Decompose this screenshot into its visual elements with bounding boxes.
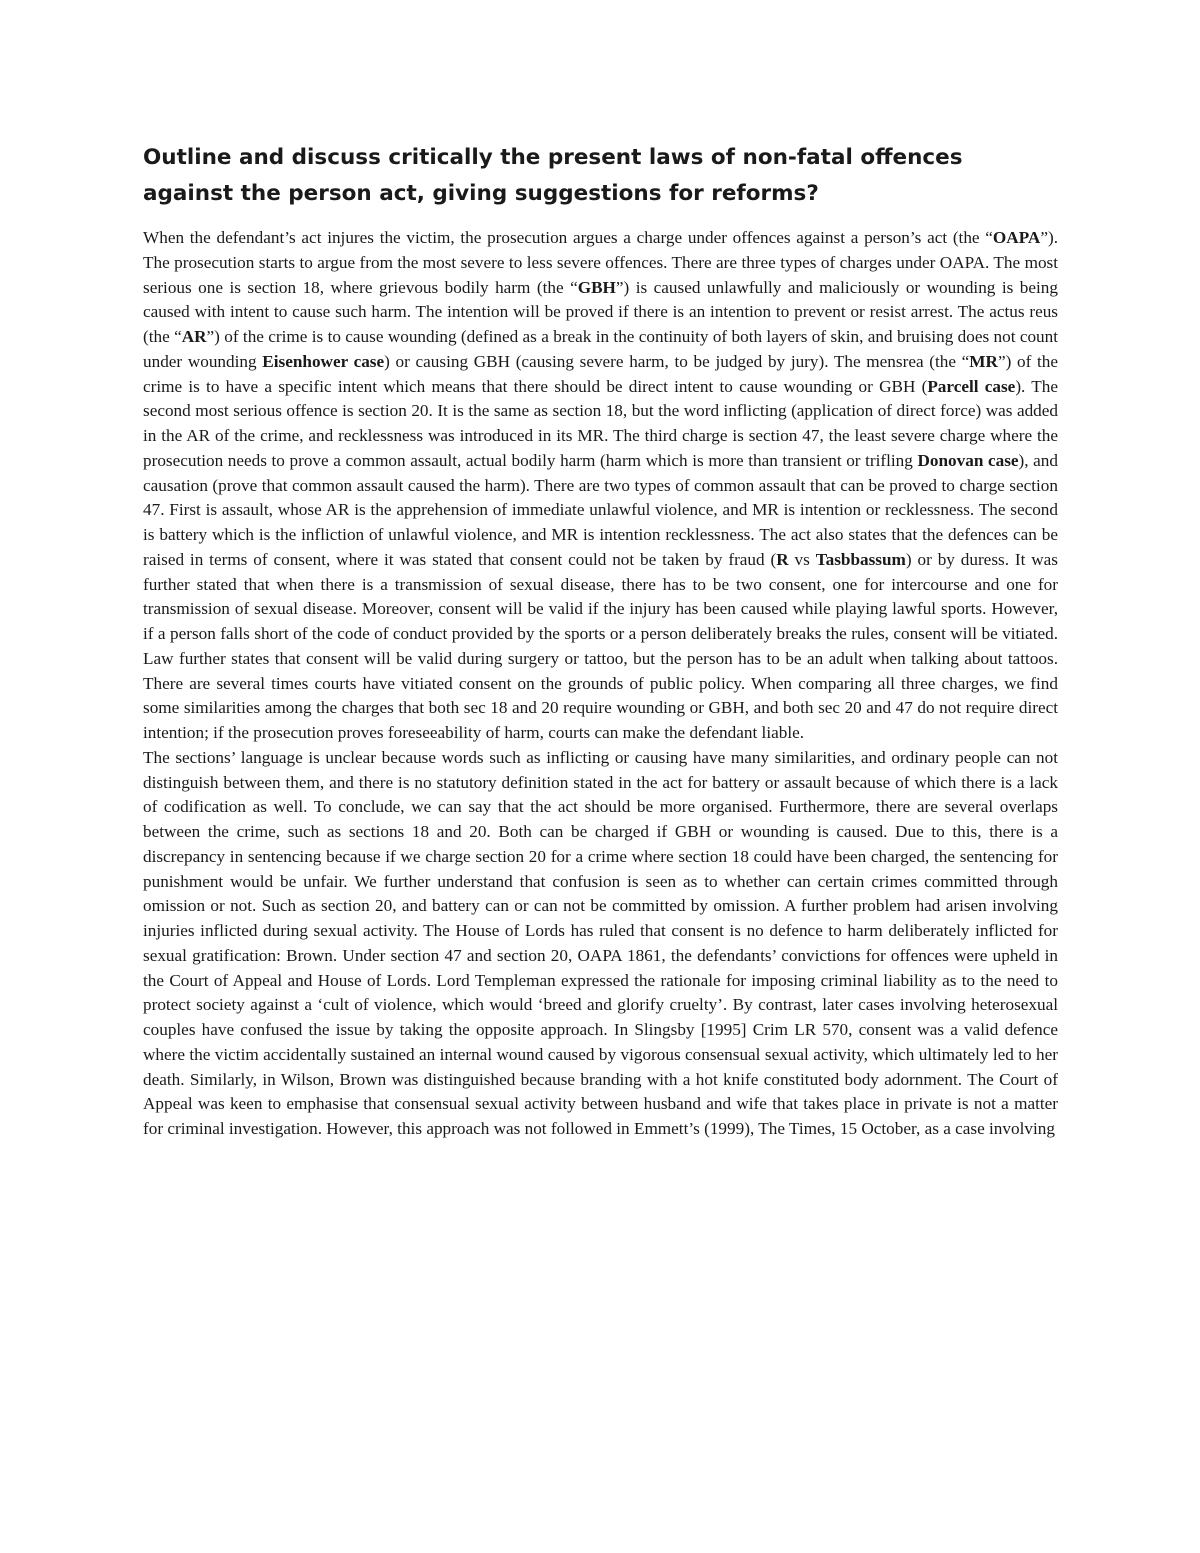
bold-term: OAPA: [992, 228, 1041, 247]
bold-term: R: [776, 549, 789, 569]
text-run: ”) of the crime is to cause wounding (defined as a break in the continuity of both layers of skin, and bruising does not count under wounding: [143, 327, 1059, 371]
bold-term: Eisenhower case: [262, 351, 385, 371]
document-title: Outline and discuss critically the present laws of non-fatal offences against the person act, giving suggestions for reforms?: [143, 145, 963, 206]
paragraph-2: The sections’ language is unclear because words such as inflicting or causing have many similarities, and ordinary people can not distinguish between them, and there is no statutory definition stated in the act for battery or assault because of which there is a lack of codification as well. To conclude, we can say that the act should be more organised. Furthermore, there are several overlaps between the crime, such as sections 18 and 20. Both can be charged if GBH or wounding is caused. Due to this, there is a discrepancy in sentencing because if we charge section 20 for a crime where section 18 could have been charged, the sentencing for punishment would be unfair. We further understand that confusion is seen as to whether can certain crimes committed through omission or not. Such as section 20, and battery can or can not be committed by omission. A further problem had arisen involving injuries inflicted during sexual activity. The House of Lords has ruled that consent is no defence to harm deliberately inflicted for sexual gratification: Brown. Under section 47 and section 20, OAPA 1861, the defendants’ convictions for offences were upheld in the Court of Appeal and House of Lords. Lord Templeman expressed the rationale for imposing criminal liability as to the need to protect society against a ‘cult of violence, which would ‘breed and glorify cruelty’. By contrast, later cases involving heterosexual couples have confused the issue by taking the opposite approach. In Slingsby [1995] Crim LR 570, consent was a valid defence where the victim accidentally sustained an internal wound caused by vigorous consensual sexual activity, which ultimately led to her death. Similarly, in Wilson, Brown was distinguished because branding with a hot knife constituted body adornment. The Court of Appeal was keen to emphasise that consensual sexual activity between husband and wife that takes place in private is not a matter for criminal investigation. However, this approach was not followed in Emmett’s (1999), The Times, 15 October, as a case involving: [143, 747, 1058, 1138]
text-run: ”) is caused unlawfully and maliciously or wounding is being caused with intent to cause such harm. The intention will be proved if there is an intention to prevent or resist arrest. The actus reus (the “: [143, 277, 1058, 346]
bold-term: Tasbbassum: [815, 549, 906, 569]
text-run: vs: [788, 549, 816, 569]
text-run: ) or by duress. It was further stated that when there is a transmission of sexual disease, there has to be two consent, one for intercourse and one for transmission of sexual disease. Moreover, consent will be valid if the injury has been caused while playing lawful sports. However, if a person falls short of the code of conduct provided by the sports or a person deliberately breaks the rules, consent will be vitiated. Law further states that consent will be valid during surgery or tattoo, but the person has to be an adult when talking about tattoos. There are several times courts have vitiated consent on the grounds of public policy. When comparing all three charges, we find some similarities among the charges that both sec 18 and 20 require wounding or GBH, and both sec 20 and 47 do not require direct intention; if the prosecution proves foreseeability of harm, courts can make the defendant liable.: [143, 549, 1058, 742]
text-run: ). The second most serious offence is section 20. It is the same as section 18, but the word inflicting (application of direct force) was added in the AR of the crime, and recklessness was introduced in its MR. The third charge is section 47, the least severe charge where the prosecution needs to prove a common assault, actual bodily harm (harm which is more than transient or trifling: [143, 376, 1058, 470]
bold-term: Donovan case: [917, 450, 1019, 470]
text-run: When the defendant’s act injures the victim, the prosecution argues a charge under offences against a person’s act (the “: [143, 228, 993, 247]
document-body: [143, 140, 1058, 1142]
bold-term: GBH: [577, 277, 616, 297]
bold-term: AR: [181, 327, 207, 346]
paragraph-1: [143, 226, 1058, 746]
text-run: ) or causing GBH (causing severe harm, to be judged by jury). The mensrea (the “: [384, 351, 970, 371]
text-run: ”). The prosecution starts to argue from the most severe to less severe offences. There are three types of charges under OAPA. The most serious one is section 18, where grievous bodily harm (the “: [143, 228, 1058, 297]
bold-term: Parcell case: [927, 376, 1016, 396]
text-run: ”) of the crime is to have a specific intent which means that there should be direct intent to cause wounding or GBH (: [143, 351, 1058, 396]
text-run: ), and causation (prove that common assault caused the harm). There are two types of common assault that can be proved to charge section 47. First is assault, whose AR is the apprehension of immediate unlawful violence, and MR is intention or recklessness. The second is battery which is the infliction of unlawful violence, and MR is intention recklessness. The act also states that the defences can be raised in terms of consent, where it was stated that consent could not be taken by fraud (: [143, 450, 1058, 569]
bold-term: MR: [969, 351, 998, 371]
